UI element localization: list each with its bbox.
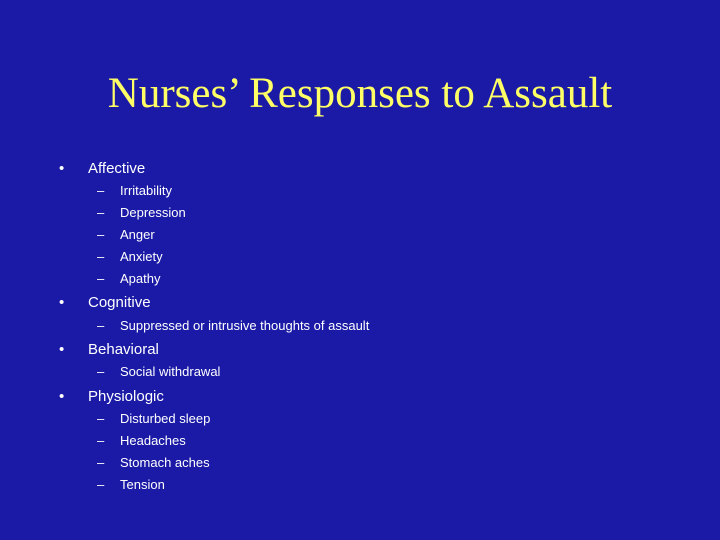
list-item: Social withdrawal xyxy=(120,364,221,379)
section-affective-label: Affective xyxy=(88,160,146,177)
dash-icon: – xyxy=(97,249,105,264)
dash-icon: – xyxy=(97,455,105,470)
section-physiologic-label: Physiologic xyxy=(88,388,164,405)
dash-icon: – xyxy=(97,364,105,379)
section-cognitive-label: Cognitive xyxy=(88,294,151,311)
list-item: Anxiety xyxy=(120,249,163,264)
list-item: Headaches xyxy=(120,433,186,448)
dash-icon: – xyxy=(97,183,105,198)
section-behavioral-label: Behavioral xyxy=(88,341,159,358)
slide-title: Nurses’ Responses to Assault xyxy=(107,70,613,117)
dash-icon: – xyxy=(97,433,105,448)
bullet-icon: • xyxy=(59,294,65,311)
dash-icon: – xyxy=(97,227,105,242)
dash-icon: – xyxy=(97,318,105,333)
list-item: Apathy xyxy=(120,271,161,286)
dash-icon: – xyxy=(97,205,105,220)
dash-icon: – xyxy=(97,411,105,426)
bullet-icon: • xyxy=(59,341,65,358)
list-item: Suppressed or intrusive thoughts of assault xyxy=(120,318,370,333)
list-item: Tension xyxy=(120,477,165,492)
bullet-icon: • xyxy=(59,160,65,177)
dash-icon: – xyxy=(97,477,105,492)
list-item: Stomach aches xyxy=(120,455,210,470)
bullet-icon: • xyxy=(59,388,65,405)
list-item: Depression xyxy=(120,205,186,220)
dash-icon: – xyxy=(97,271,105,286)
list-item: Irritability xyxy=(120,183,173,198)
list-item: Anger xyxy=(120,227,155,242)
list-item: Disturbed sleep xyxy=(120,411,211,426)
